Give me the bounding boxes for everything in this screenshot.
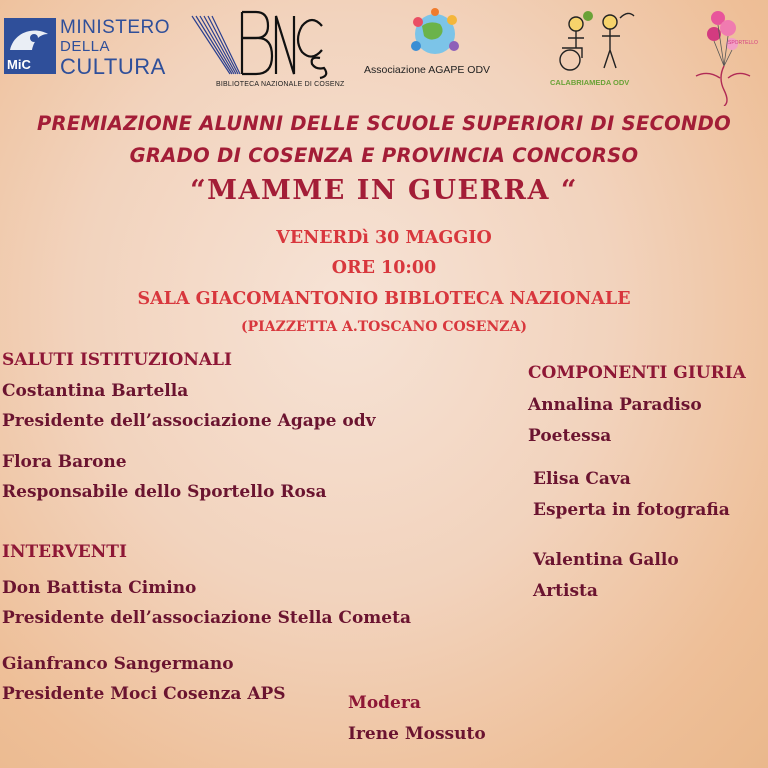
calabriamedia-figures-icon xyxy=(548,8,646,76)
bnc-monogram-icon xyxy=(190,6,340,80)
interventi-heading: INTERVENTI xyxy=(2,542,127,562)
mic-emblem-icon xyxy=(4,18,56,74)
moderator-label: Modera xyxy=(348,693,421,713)
saluti-person-1-role: Presidente dell’associazione Agape odv xyxy=(2,411,376,431)
sportello-caption: SPORTELLO xyxy=(728,40,758,46)
event-title-line1: PREMIAZIONE ALUNNI DELLE SCUOLE SUPERIORI DI SECONDO xyxy=(36,112,732,135)
ministero-line2: DELLA xyxy=(60,38,111,55)
mic-badge-text: MiC xyxy=(7,57,31,72)
interventi-person-1-role: Presidente dell’associazione Stella Cometa xyxy=(2,608,411,628)
biblioteca-caption: BIBLIOTECA NAZIONALE DI COSENZ xyxy=(216,81,345,88)
giuria-person-2-name: Elisa Cava xyxy=(533,469,631,489)
ministero-cultura-logo xyxy=(4,17,171,79)
saluti-person-2-name: Flora Barone xyxy=(2,452,127,472)
giuria-person-2-role: Esperta in fotografia xyxy=(533,500,730,520)
contest-name: “MAMME IN GUERRA “ xyxy=(190,175,578,206)
interventi-person-2-name: Gianfranco Sangermano xyxy=(2,654,234,674)
calabriamedia-logo xyxy=(548,8,646,90)
event-title-line2: GRADO DI COSENZA E PROVINCIA CONCORSO xyxy=(129,144,639,167)
saluti-heading: SALUTI ISTITUZIONALI xyxy=(2,350,232,370)
event-venue: SALA GIACOMANTONIO BIBLOTECA NAZIONALE xyxy=(137,289,631,309)
interventi-person-2-role: Presidente Moci Cosenza APS xyxy=(2,684,286,704)
giuria-heading: COMPONENTI GIURIA xyxy=(528,363,746,383)
saluti-person-1-name: Costantina Bartella xyxy=(2,381,189,401)
moderator-name: Irene Mossuto xyxy=(348,724,486,744)
event-time: ORE 10:00 xyxy=(331,258,437,278)
ministero-line3: CULTURA xyxy=(60,54,166,79)
interventi-person-1-name: Don Battista Cimino xyxy=(2,578,197,598)
sportello-rosa-logo xyxy=(688,6,768,106)
sportello-balloons-icon xyxy=(688,6,768,106)
giuria-person-3-name: Valentina Gallo xyxy=(533,550,679,570)
agape-globe-icon xyxy=(360,6,510,62)
giuria-person-1-name: Annalina Paradiso xyxy=(528,395,702,415)
event-date: VENERDì 30 MAGGIO xyxy=(276,228,492,248)
biblioteca-nazionale-logo xyxy=(190,6,345,92)
ministero-line1: MINISTERO xyxy=(60,17,171,38)
giuria-person-3-role: Artista xyxy=(533,581,598,601)
event-address: (PIAZZETTA A.TOSCANO COSENZA) xyxy=(241,319,527,335)
agape-caption: Associazione AGAPE ODV xyxy=(364,64,491,76)
saluti-person-2-role: Responsabile dello Sportello Rosa xyxy=(2,482,327,502)
giuria-person-1-role: Poetessa xyxy=(528,426,612,446)
agape-logo xyxy=(360,6,510,86)
calabriamedia-caption: CALABRIAMEDA ODV xyxy=(550,78,630,87)
